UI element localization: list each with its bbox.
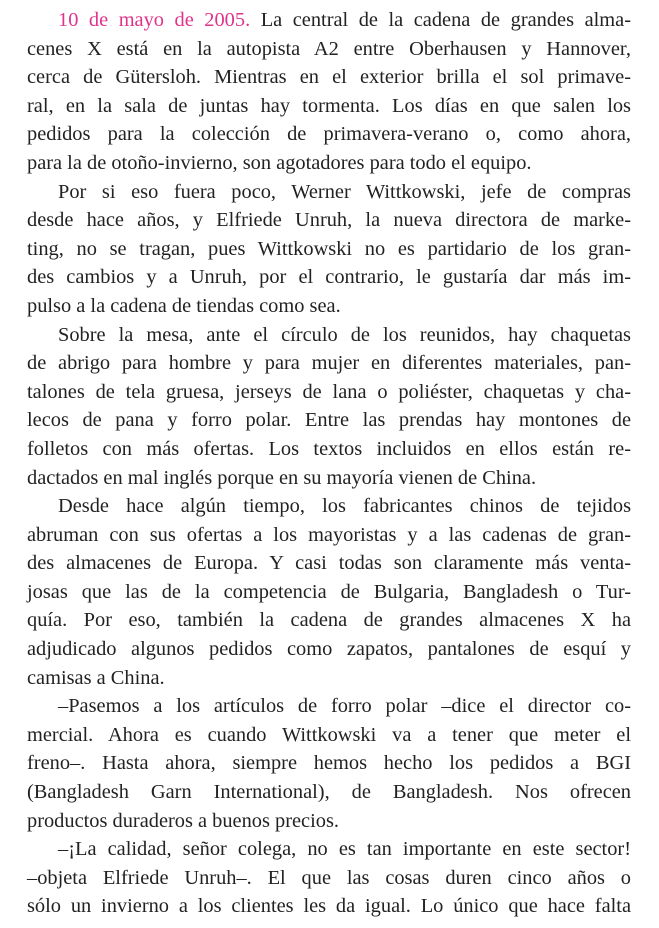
text-line: dactados en mal inglés porque en su mayoría vienen de China. xyxy=(27,466,537,489)
text-line: para la de otoño-invierno, son agotadores para todo el equipo. xyxy=(27,151,532,174)
text-line: cerca de Gütersloh. Mientras en el exterior brilla el sol primave- xyxy=(27,66,631,89)
date-heading: 10 de mayo de 2005. xyxy=(58,9,251,31)
paragraph-4 xyxy=(27,492,631,692)
text-line: ting, no se tragan, pues Wittkowski no es partidario de los gran- xyxy=(27,237,631,260)
text-line: –¡La calidad, señor colega, no es tan importante en este sector! xyxy=(58,838,631,861)
document-page xyxy=(27,6,631,921)
text-line: josas que las de la competencia de Bulgaria, Bangladesh o Tur- xyxy=(27,580,631,603)
text-line: productos duraderos a buenos precios. xyxy=(27,809,340,832)
text-line: mercial. Ahora es cuando Wittkowski va a tener que meter el xyxy=(27,723,631,746)
paragraph-2 xyxy=(27,178,631,321)
text-line: 10 de mayo de 2005. La central de la cadena de grandes alma- xyxy=(58,9,631,31)
text-line: quía. Por eso, también la cadena de grandes almacenes X ha xyxy=(27,609,631,632)
text-line: talones de tela gruesa, jerseys de lana o poliéster, chaquetas y cha- xyxy=(27,380,631,403)
text-line: desde hace años, y Elfriede Unruh, la nueva directora de marke- xyxy=(27,209,631,232)
text-line: de abrigo para hombre y para mujer en diferentes materiales, pan- xyxy=(27,352,631,375)
paragraph-5 xyxy=(27,692,631,835)
text-line: adjudicado algunos pedidos como zapatos, pantalones de esquí y xyxy=(27,638,631,661)
text-line: ral, en la sala de juntas hay tormenta. Los días en que salen los xyxy=(27,94,631,117)
paragraph-6 xyxy=(27,835,631,921)
text-line: freno–. Hasta ahora, siempre hemos hecho los pedidos a BGI xyxy=(27,752,631,775)
text-line: Por si eso fuera poco, Werner Wittkowski, jefe de compras xyxy=(58,180,631,203)
text-line: (Bangladesh Garn International), de Bangladesh. Nos ofrecen xyxy=(27,781,631,804)
text-line: des almacenes de Europa. Y casi todas son claramente más venta- xyxy=(27,552,631,575)
text-line: lecos de pana y forro polar. Entre las prendas hay montones de xyxy=(27,409,631,432)
text-line: pedidos para la colección de primavera-verano o, como ahora, xyxy=(27,123,631,146)
text-line: –objeta Elfriede Unruh–. El que las cosas duren cinco años o xyxy=(27,866,631,889)
text-line: Desde hace algún tiempo, los fabricantes chinos de tejidos xyxy=(58,495,631,518)
text-line: –Pasemos a los artículos de forro polar –dice el director co- xyxy=(58,695,631,718)
text-line: cenes X está en la autopista A2 entre Oberhausen y Hannover, xyxy=(27,37,631,60)
paragraph-1 xyxy=(27,6,631,178)
text-line: pulso a la cadena de tiendas como sea. xyxy=(27,294,341,317)
text-line: abruman con sus ofertas a los mayoristas y a las cadenas de gran- xyxy=(27,523,631,546)
text-line: des cambios y a Unruh, por el contrario, le gustaría dar más im- xyxy=(27,266,631,289)
text-line: camisas a China. xyxy=(27,666,165,689)
text-line: Sobre la mesa, ante el círculo de los reunidos, hay chaquetas xyxy=(58,323,631,346)
paragraph-3 xyxy=(27,321,631,493)
text-line: folletos con más ofertas. Los textos incluidos en ellos están re- xyxy=(27,437,631,460)
text-line: sólo un invierno a los clientes les da igual. Lo único que hace falta xyxy=(27,895,631,918)
